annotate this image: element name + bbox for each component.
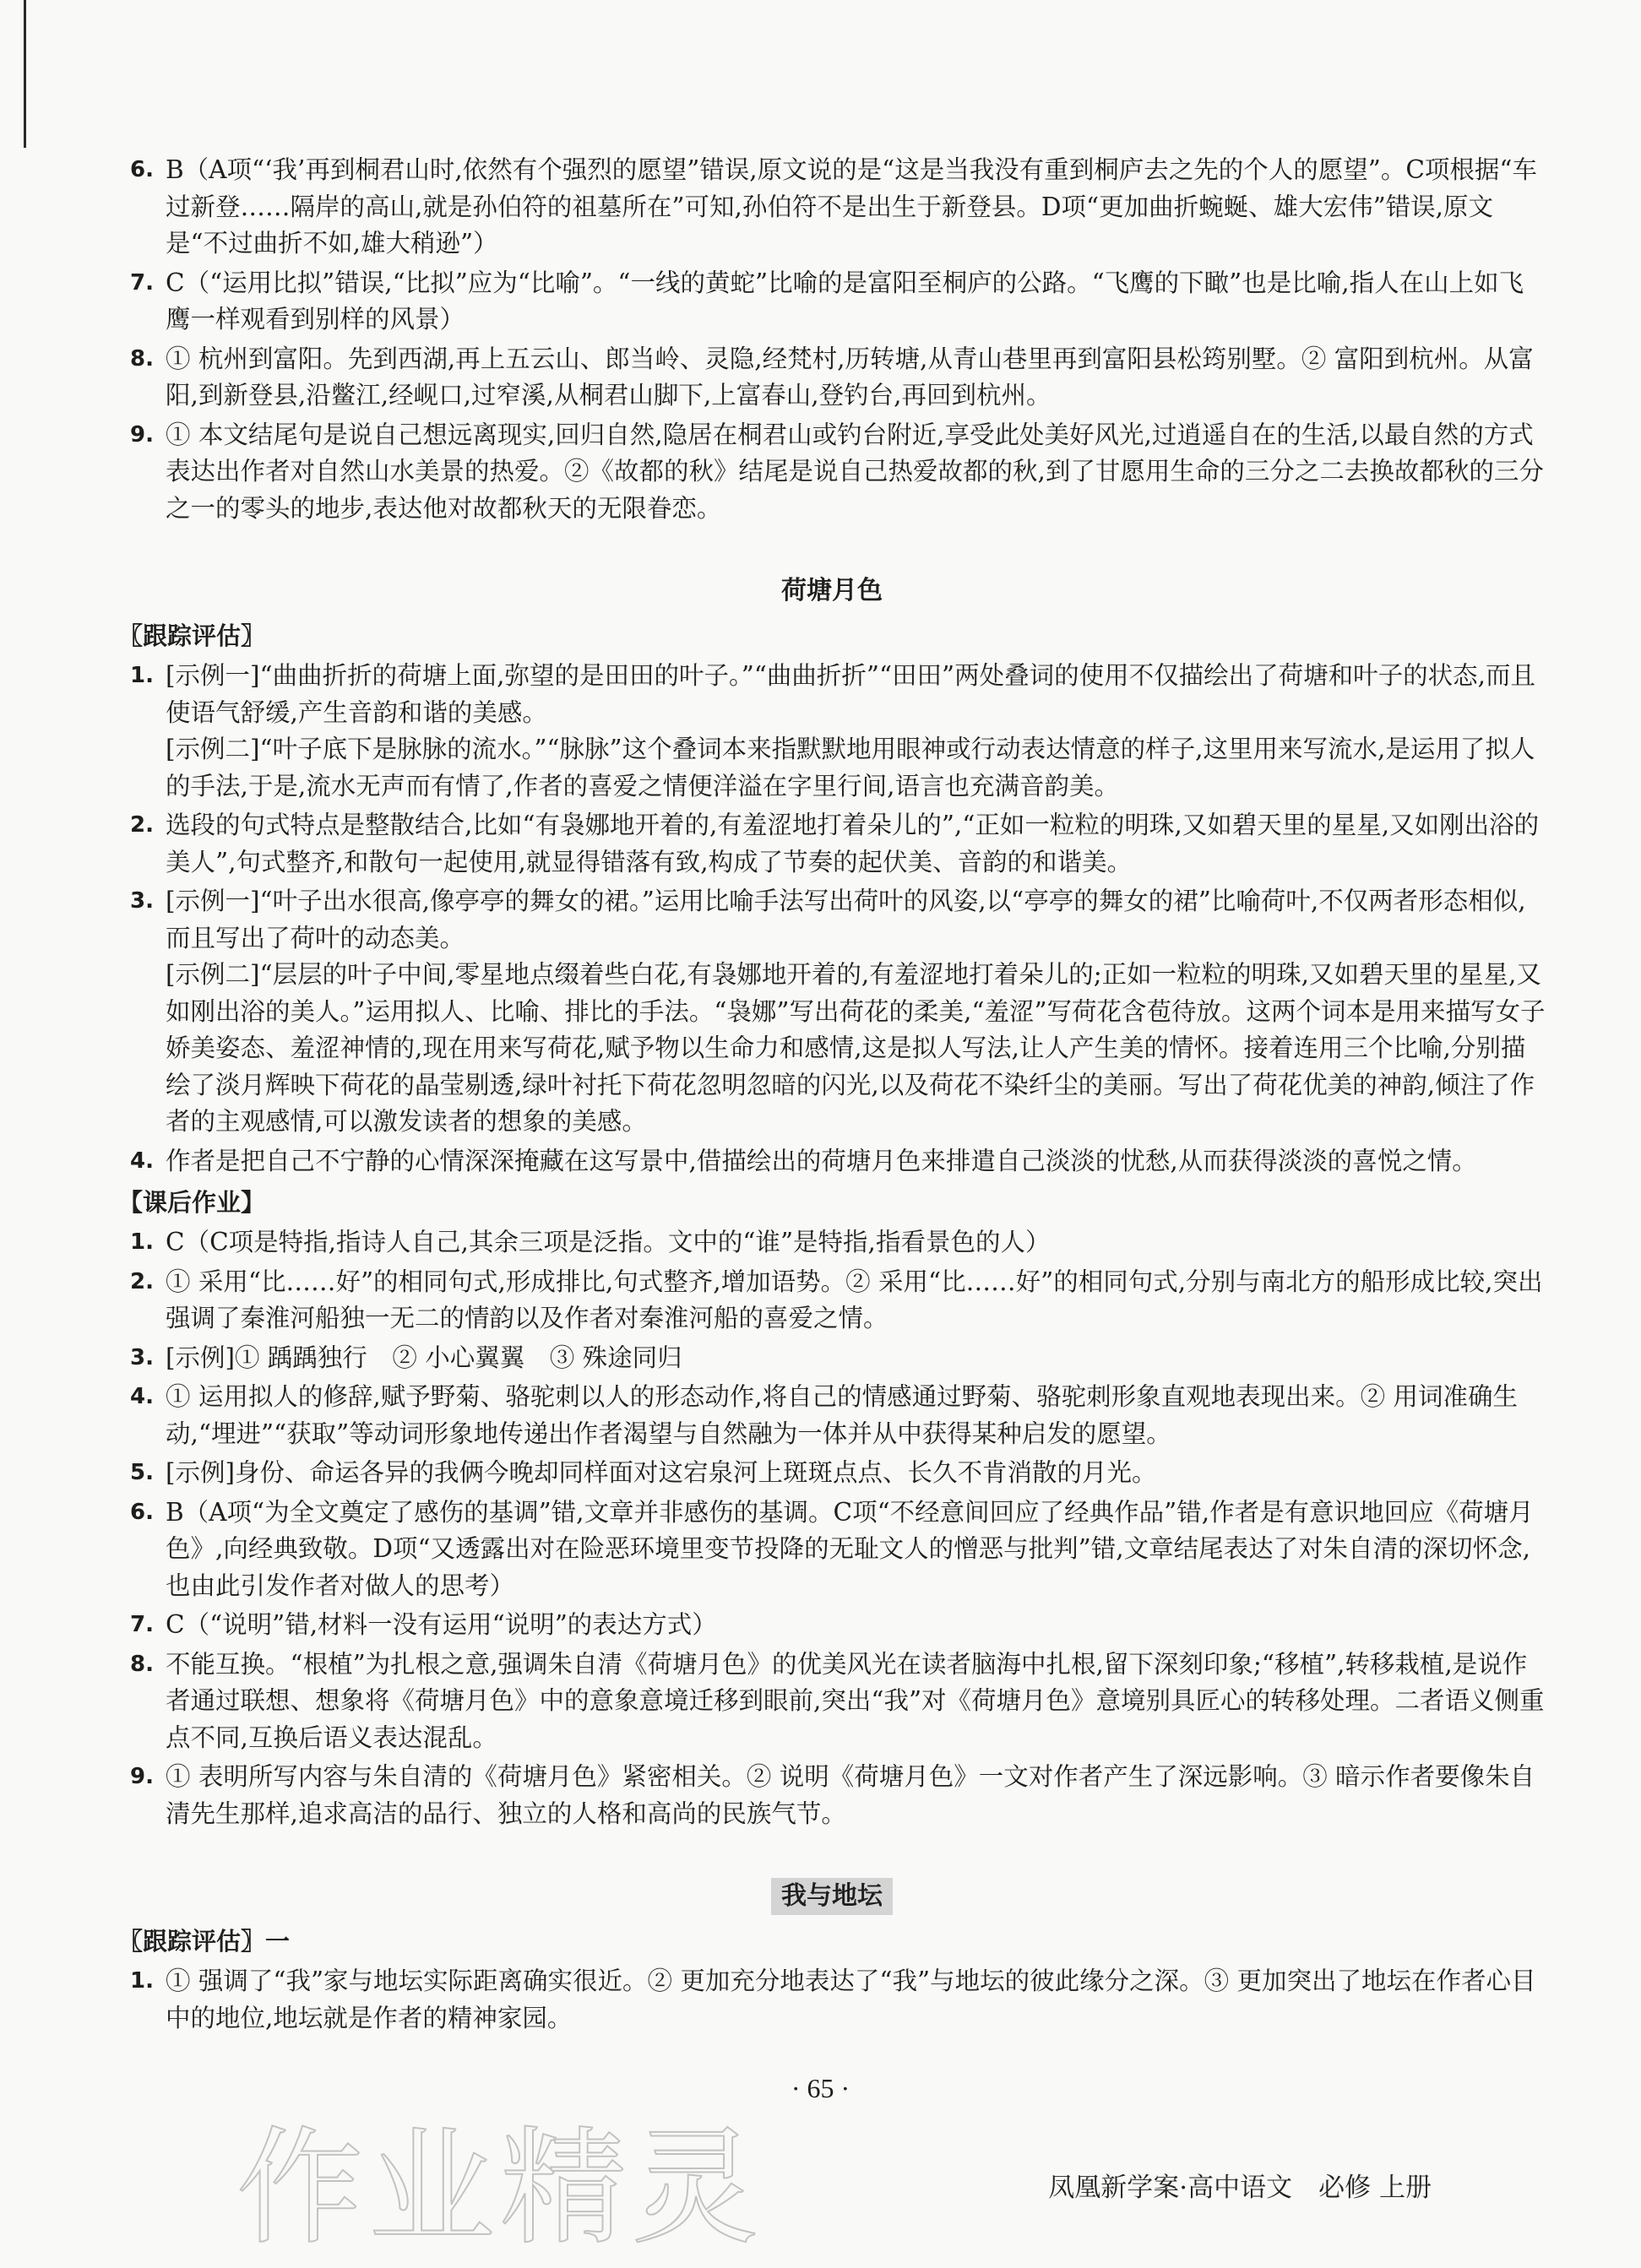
heading-tracking-1: 〖跟踪评估〗 [118,621,266,650]
section-title-hetang: 荷塘月色 [781,576,883,605]
answer-number: 4. [130,1384,154,1409]
answer-item [118,1963,1546,2037]
tracking-answers-2 [118,1963,1546,2037]
answer-number: 8. [130,1651,154,1677]
page-number: · 65 · [791,2073,850,2103]
answer-number: 1. [130,1968,154,1994]
answer-item [118,417,1546,528]
answer-item [118,807,1546,881]
answer-number: 4. [130,1148,154,1174]
answer-text: ① 本文结尾句是说自己想远离现实,回归自然,隐居在桐君山或钓台附近,享受此处美好风光,过逍遥自在的生活,以最自然的方式表达出作者对自然山水美景的热爱。②《故都的秋》结尾是说自己热爱故都的秋,到了甘愿用生命的三分之二去换故都秋的三分之一的零头的地步,表达他对故都秋天的无限眷恋。 [166,420,1544,523]
answer-item [118,1759,1546,1832]
answer-text: ① 运用拟人的修辞,赋予野菊、骆驼刺以人的形态动作,将自己的情感通过野菊、骆驼刺形象直观地表现出来。② 用词准确生动,“埋进”“获取”等动词形象地传递出作者渴望与自然融为一体并从中获得某种启发的愿望。 [166,1382,1519,1448]
answer-number: 6. [130,1499,154,1525]
answer-number: 2. [130,812,154,838]
watermark: 作业精灵 [236,2115,764,2262]
answer-number: 9. [130,421,154,448]
answer-text: B（A项“‘我’再到桐君山时,依然有个强烈的愿望”错误,原文说的是“这是当我没有重到桐庐去之先的个人的愿望”。C项根据“车过新登……隔岸的高山,就是孙伯符的祖墓所在”可知,孙伯符不是出生于新登县。D项“更加曲折蜿蜒、雄大宏伟”错误,原文是“不过曲折不如,雄大稍逊”） [166,155,1537,258]
answer-item [118,1379,1546,1452]
answer-text: C（“运用比拟”错误,“比拟”应为“比喻”。“一线的黄蛇”比喻的是富阳至桐庐的公路。“飞鹰的下瞰”也是比喻,指人在山上如飞鹰一样观看到别样的风景） [166,268,1524,334]
answer-text: [示例二]“层层的叶子中间,零星地点缀着些白花,有袅娜地开着的,有羞涩地打着朵儿的;正如一粒粒的明珠,又如碧天里的星星,又如刚出浴的美人。”运用拟人、比喻、排比的手法。“袅娜”写出荷花的柔美,“羞涩”写荷花含苞待放。这两个词本是用来描写女子娇美姿态、羞涩神情的,现在用来写荷花,赋予物以生命力和感情,这是拟人写法,让人产生美的情怀。接着连用三个比喻,分别描绘了淡月辉映下荷花的晶莹剔透,绿叶衬托下荷花忽明忽暗的闪光,以及荷花不染纤尘的美丽。写出了荷花优美的神韵,倾注了作者的主观感情,可以激发读者的想象的美感。 [166,960,1546,1136]
answer-number: 9. [130,1764,154,1789]
book-title: 凤凰新学案·高中语文 必修 上册 [1048,2173,1432,2203]
answer-number: 6. [130,157,154,182]
binding-line [24,0,26,148]
answer-number: 5. [130,1460,154,1485]
answer-item [118,1143,1546,1180]
answer-text: ① 采用“比……好”的相同句式,形成排比,句式整齐,增加语势。② 采用“比……好”的相同句式,分别与南北方的船形成比较,突出强调了秦淮河船独一无二的情韵以及作者对秦淮河船的喜爱之情。 [166,1267,1543,1332]
answer-text: C（C项是特指,指诗人自己,其余三项是泛指。文中的“谁”是特指,指看景色的人） [166,1228,1051,1256]
answer-text: C（“说明”错,材料一没有运用“说明”的表达方式） [166,1610,717,1639]
answer-text: [示例]身份、命运各异的我俩今晚却同样面对这宕泉河上斑斑点点、长久不肯消散的月光。 [166,1458,1157,1487]
heading-tracking-2: 〖跟踪评估〗一 [118,1927,291,1956]
section-title-ditan [118,1878,1546,1915]
answer-text: ① 杭州到富阳。先到西湖,再上五云山、郎当岭、灵隐,经梵村,历转塘,从青山巷里再到富阳县松筠别墅。② 富阳到杭州。从富阳,到新登县,沿鳖江,经岘口,过窄溪,从桐君山脚下,上富春山,登钓台,再回到杭州。 [166,344,1534,410]
homework-answers [118,1224,1546,1832]
answer-item [118,1224,1546,1262]
answer-text: 作者是把自己不宁静的心情深深掩藏在这写景中,借描绘出的荷塘月色来排遣自己淡淡的忧愁,从而获得淡淡的喜悦之情。 [166,1146,1477,1175]
answer-item [118,1607,1546,1644]
answer-number: 2. [130,1268,154,1294]
tracking-answers-1 [118,658,1546,1180]
answer-page [118,152,1546,2039]
answer-text: ① 强调了“我”家与地坛实际距离确实很近。② 更加充分地表达了“我”与地坛的彼此缘分之深。③ 更加突出了地坛在作者心目中的地位,地坛就是作者的精神家园。 [166,1967,1536,2032]
answer-number: 1. [130,663,154,688]
answer-text: [示例一]“叶子出水很高,像亭亭的舞女的裙。”运用比喻手法写出荷叶的风姿,以“亭亭的舞女的裙”比喻荷叶,不仅两者形态相似,而且写出了荷叶的动态美。 [166,887,1526,952]
heading-homework: 【课后作业】 [118,1188,266,1217]
answer-text: [示例二]“叶子底下是脉脉的流水。”“脉脉”这个叠词本来指默默地用眼神或行动表达情意的样子,这里用来写流水,是运用了拟人的手法,于是,流水无声而有情了,作者的喜爱之情便洋溢在字里行间,语言也充满音韵美。 [166,735,1535,800]
answer-item [118,265,1546,339]
answer-text: ① 表明所写内容与朱自清的《荷塘月色》紧密相关。② 说明《荷塘月色》一文对作者产生了深远影响。③ 暗示作者要像朱自清先生那样,追求高洁的品行、独立的人格和高尚的民族气节。 [166,1762,1535,1828]
answer-number: 8. [130,345,154,372]
answer-item [118,1340,1546,1377]
answer-number: 7. [130,269,154,296]
answer-item [118,1264,1546,1337]
answer-text: 选段的句式特点是整散结合,比如“有袅娜地开着的,有羞涩地打着朵儿的”,“正如一粒粒的明珠,又如碧天里的星星,又如刚出浴的美人”,句式整齐,和散句一起使用,就显得错落有致,构成了节奏的起伏美、音韵的和谐美。 [166,811,1540,876]
answer-number: 7. [130,1612,154,1637]
answer-item [118,883,1546,1141]
answer-item [118,1455,1546,1492]
answer-item [118,1647,1546,1757]
answer-item [118,658,1546,805]
answer-number: 3. [130,1344,154,1370]
part1-answers [118,152,1546,527]
answer-text: [示例一]“曲曲折折的荷塘上面,弥望的是田田的叶子。”“曲曲折折”“田田”两处叠词的使用不仅描绘出了荷塘和叶子的状态,而且使语气舒缓,产生音韵和谐的美感。 [166,661,1536,727]
answer-text: [示例]① 踽踽独行 ② 小心翼翼 ③ 殊途同归 [166,1343,682,1372]
answer-text: 不能互换。“根植”为扎根之意,强调朱自清《荷塘月色》的优美风光在读者脑海中扎根,留下深刻印象;“移植”,转移栽植,是说作者通过联想、想象将《荷塘月色》中的意象意境迁移到眼前,突出“我”对《荷塘月色》意境别具匠心的转移处理。二者语义侧重点不同,互换后语义表达混乱。 [166,1649,1545,1752]
answer-item [118,1495,1546,1605]
answer-number: 1. [130,1229,154,1255]
section-title-ditan-text: 我与地坛 [771,1878,893,1915]
answer-item [118,152,1546,263]
answer-number: 3. [130,888,154,914]
answer-item [118,341,1546,415]
answer-text: B（A项“为全文奠定了感伤的基调”错,文章并非感伤的基调。C项“不经意间回应了经典作品”错,作者是有意识地回应《荷塘月色》,向经典致敬。D项“又透露出对在险恶环境里变节投降的无耻文人的憎恶与批判”错,文章结尾表达了对朱自清的深切怀念,也由此引发作者对做人的思考） [166,1497,1534,1600]
